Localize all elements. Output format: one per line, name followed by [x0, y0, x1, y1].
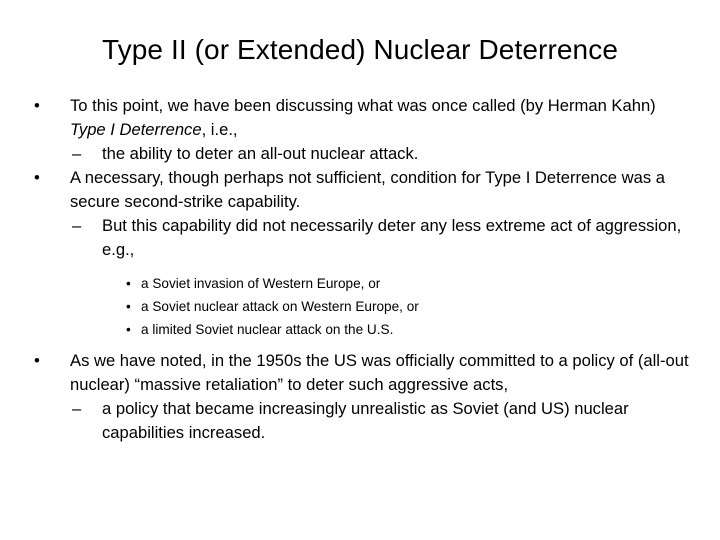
bullet-marker: •	[34, 168, 40, 187]
bullet-text-part: To this point, we have been discussing what was once called (by Herman Kahn)	[70, 96, 656, 115]
sub-sub-bullet-text: a Soviet nuclear attack on Western Europe, or	[141, 299, 419, 314]
bullet-text: A necessary, though perhaps not sufficient, condition for Type I Deterrence was a secure second-strike capability.	[70, 168, 665, 211]
sub-bullet-text: But this capability did not necessarily deter any less extreme act of aggression, e.g.,	[102, 216, 682, 259]
bullet-item	[34, 166, 694, 214]
sub-sub-bullet-text: a Soviet invasion of Western Europe, or	[141, 276, 381, 291]
bullet-text: As we have noted, in the 1950s the US was officially committed to a policy of (all-out nuclear) “massive retaliation” to deter such aggressive acts,	[70, 351, 689, 394]
bullet-marker: •	[126, 299, 131, 314]
sub-sub-bullet-item	[34, 318, 694, 341]
slide-title: Type II (or Extended) Nuclear Deterrence	[101, 34, 618, 65]
sub-bullet-text: a policy that became increasingly unrealistic as Soviet (and US) nuclear capabilities increased.	[102, 399, 629, 442]
dash-marker: –	[72, 399, 82, 418]
sub-sub-bullet-item	[34, 295, 694, 318]
slide-content	[34, 94, 694, 445]
bullet-item	[34, 349, 694, 397]
bullet-marker: •	[34, 351, 40, 370]
bullet-text-emphasis: Type I Deterrence	[70, 120, 202, 139]
bullet-item	[34, 94, 694, 142]
bullet-text-part: , i.e.,	[201, 120, 238, 139]
sub-sub-bullet-item	[34, 272, 694, 295]
sub-bullet-text: the ability to deter an all-out nuclear attack.	[102, 144, 419, 163]
dash-marker: –	[72, 144, 82, 163]
bullet-text	[70, 96, 656, 139]
bullet-marker: •	[126, 276, 131, 291]
bullet-marker: •	[34, 96, 40, 115]
bullet-marker: •	[126, 322, 131, 337]
sub-bullet-item	[34, 142, 694, 166]
dash-marker: –	[72, 216, 82, 235]
sub-sub-bullet-text: a limited Soviet nuclear attack on the U.S.	[141, 322, 394, 337]
sub-bullet-item	[34, 397, 694, 445]
sub-bullet-item	[34, 214, 694, 262]
